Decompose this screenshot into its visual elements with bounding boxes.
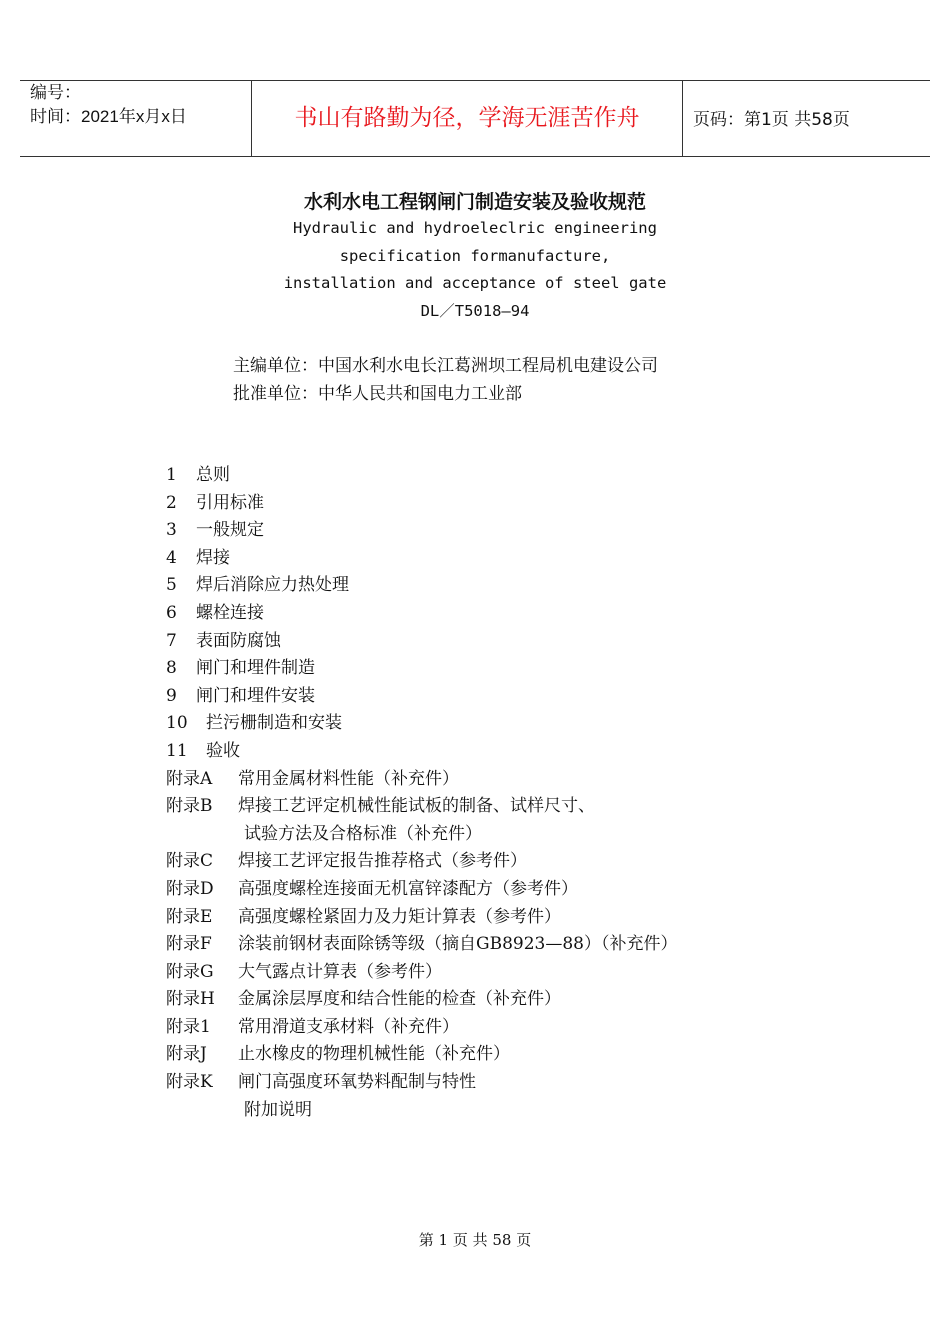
toc-item-title: 闸门和埋件制造 <box>196 658 315 679</box>
toc-item <box>166 931 677 959</box>
toc-item-number: 附录1 <box>166 1016 211 1037</box>
toc-item-number: 1 <box>166 465 177 485</box>
toc-item-number: 附录C <box>166 851 214 872</box>
toc-item-number: 附录G <box>166 961 214 982</box>
toc-item-title: 附加说明 <box>244 1099 312 1120</box>
english-title <box>0 215 950 325</box>
toc-item-title: 一般规定 <box>196 520 264 541</box>
toc-item-number: 7 <box>166 630 177 651</box>
toc-item-title: 试验方法及合格标准（补充件） <box>244 823 482 844</box>
toc-item-number: 11 <box>166 740 188 761</box>
toc-item-title: 高强度螺栓紧固力及力矩计算表（参考件） <box>238 906 561 927</box>
english-title-line: Hydraulic and hydroeleclric engineering <box>293 219 657 237</box>
toc-item-number: 附录E <box>166 906 213 927</box>
toc-item <box>166 986 677 1014</box>
toc-item-title: 高强度螺栓连接面无机富锌漆配方（参考件） <box>238 878 578 899</box>
toc-item <box>166 628 677 656</box>
toc-item-number: 8 <box>166 658 177 679</box>
toc-item-title: 金属涂层厚度和结合性能的检查（补充件） <box>238 989 561 1010</box>
header-page-number: 页码：第1页 共58页 <box>693 110 850 130</box>
toc-item-title: 涂装前钢材表面除锈等级（摘自GB8923—88）（补充件） <box>238 934 678 955</box>
toc-item <box>166 1069 677 1097</box>
header-divider-right <box>682 80 683 156</box>
toc-item-title: 引用标准 <box>196 492 264 513</box>
toc-item <box>166 655 677 683</box>
standard-code: DL／T5018—94 <box>420 301 530 320</box>
approval-unit: 批准单位：中华人民共和国电力工业部 <box>233 384 522 404</box>
table-of-contents <box>166 462 677 1124</box>
editor-unit: 主编单位：中国水利水电长江葛洲坝工程局机电建设公司 <box>233 356 658 376</box>
document-title: 水利水电工程钢闸门制造安装及验收规范 <box>303 191 646 213</box>
toc-item-title: 止水橡皮的物理机械性能（补充件） <box>238 1044 510 1065</box>
toc-item-title: 闸门和埋件安装 <box>196 685 315 706</box>
toc-item-number: 附录J <box>166 1044 207 1065</box>
toc-item-number: 10 <box>166 713 188 734</box>
toc-item <box>166 1041 677 1069</box>
toc-item-title: 大气露点计算表（参考件） <box>238 961 442 982</box>
toc-item-title: 闸门高强度环氧势料配制与特性 <box>238 1072 476 1093</box>
toc-item <box>166 766 677 794</box>
toc-item <box>166 600 677 628</box>
toc-item-number: 6 <box>166 602 177 623</box>
toc-item-title: 表面防腐蚀 <box>196 630 281 651</box>
toc-item <box>166 738 677 766</box>
toc-item <box>166 545 677 573</box>
toc-item-title: 焊接工艺评定报告推荐格式（参考件） <box>238 851 527 872</box>
toc-item <box>166 572 677 600</box>
toc-item <box>166 1014 677 1042</box>
toc-item <box>166 683 677 711</box>
toc-item <box>166 821 677 849</box>
toc-item-number: 附录H <box>166 989 215 1010</box>
toc-item-number: 3 <box>166 520 177 541</box>
toc-item-title: 拦污栅制造和安装 <box>206 713 342 734</box>
toc-item-title: 验收 <box>206 740 240 761</box>
toc-item <box>166 1097 677 1125</box>
toc-item <box>166 517 677 545</box>
toc-item <box>166 490 677 518</box>
toc-item-number: 4 <box>166 547 177 568</box>
toc-item-title: 总则 <box>196 465 230 485</box>
toc-item-title: 焊后消除应力热处理 <box>196 575 349 596</box>
serial-label: 编号： <box>30 83 81 102</box>
toc-item <box>166 876 677 904</box>
toc-item-title: 常用金属材料性能（补充件） <box>238 768 459 789</box>
header-meta <box>30 81 187 129</box>
header-bottom-rule <box>20 156 930 157</box>
toc-item-number: 9 <box>166 685 177 706</box>
time-label: 时间：2021年x月x日 <box>30 107 187 126</box>
english-title-line: specification formanufacture, <box>339 246 611 265</box>
toc-item <box>166 848 677 876</box>
toc-item-number: 附录F <box>166 934 212 955</box>
toc-item-number: 附录D <box>166 878 214 899</box>
toc-item-title: 常用滑道支承材料（补充件） <box>238 1016 459 1037</box>
toc-item <box>166 959 677 987</box>
toc-item-title: 焊接 <box>196 547 230 568</box>
toc-item <box>166 710 677 738</box>
toc-item-number: 2 <box>166 492 177 513</box>
toc-item <box>166 793 677 821</box>
toc-item <box>166 904 677 932</box>
units-block <box>233 352 658 408</box>
english-title-line: installation and acceptance of steel gate <box>283 274 667 292</box>
page-footer: 第 1 页 共 58 页 <box>418 1231 532 1249</box>
toc-item-number: 附录K <box>166 1072 213 1093</box>
toc-item <box>166 462 677 490</box>
toc-item-title: 螺栓连接 <box>196 602 264 623</box>
toc-item-title: 焊接工艺评定机械性能试板的制备、试样尺寸、 <box>238 796 595 817</box>
toc-item-number: 5 <box>166 575 177 596</box>
toc-item-number: 附录A <box>166 768 213 789</box>
toc-item-number: 附录B <box>166 796 213 817</box>
header-motto: 书山有路勤为径，学海无涯苦作舟 <box>294 105 640 131</box>
